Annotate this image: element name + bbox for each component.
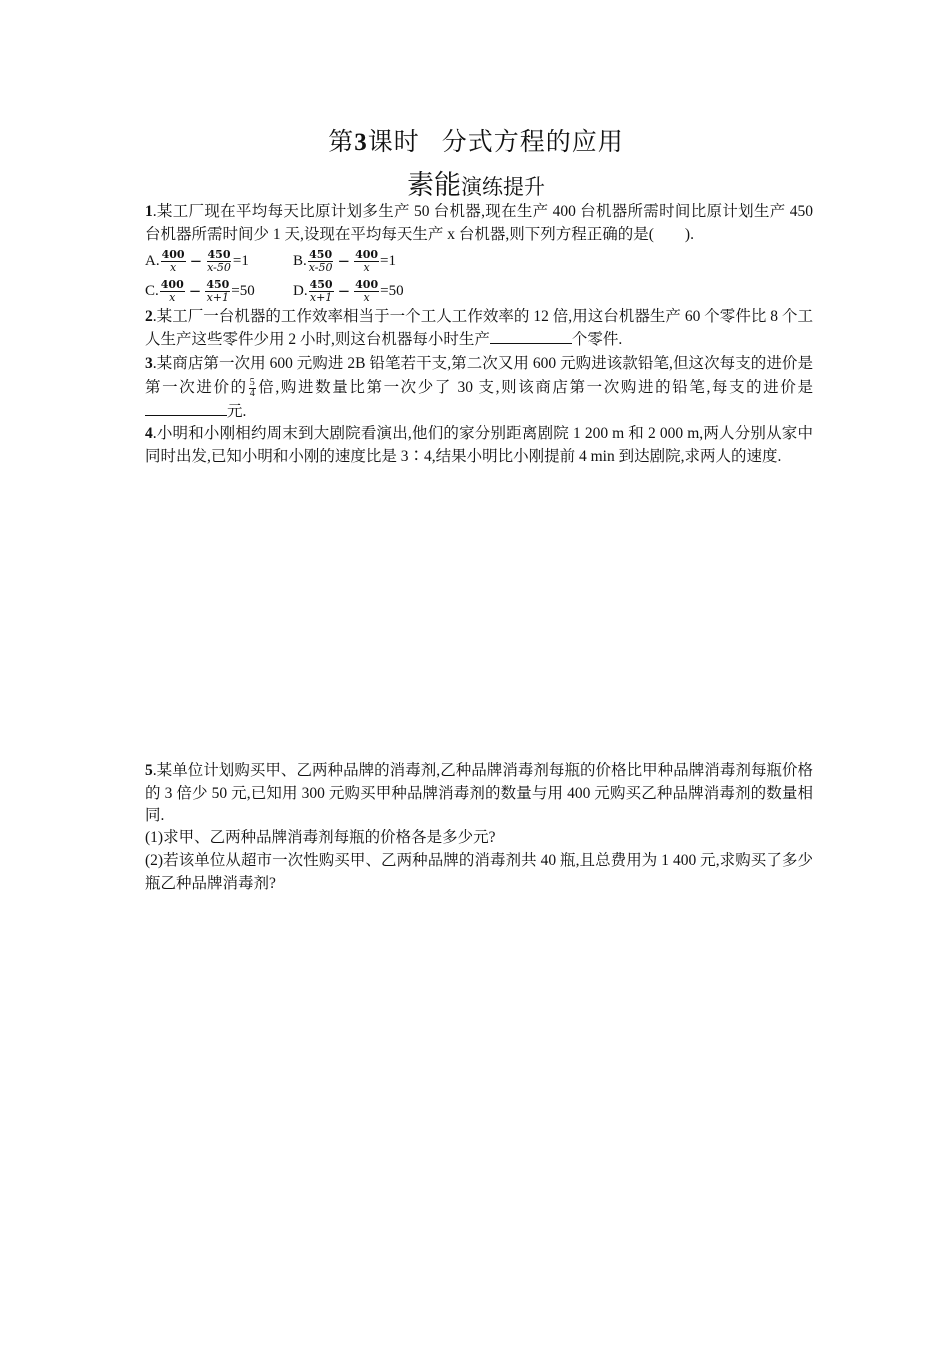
question-text: .小明和小刚相约周末到大剧院看演出,他们的家分别距离剧院 1 200 m 和 2 000 m,两人分别从家中同时出发,已知小明和小刚的速度比是 3∶4,结果小明比小刚提前 4 min 到达剧院,求两人的速度.: [145, 425, 813, 465]
question-text: .某商店第一次用 600 元购进 2B 铅笔若干支,第二次又用 600 元购进该款铅笔,但这次每支的进价是第一次进价的: [145, 355, 813, 396]
question-5: [145, 760, 813, 828]
answer-blank[interactable]: [145, 401, 227, 416]
options-row-1: [145, 247, 545, 275]
fraction: $\frac{400}{x}$: [355, 277, 379, 304]
option-b[interactable]: B. $\frac{450}{x-50}$ − $\frac{400}{x}$ =1: [293, 247, 397, 274]
fraction: $\frac{450}{x+1}$: [206, 277, 230, 304]
fraction: $\frac{450}{x-50}$: [207, 247, 231, 274]
fraction: $\frac{450}{x-50}$: [308, 247, 333, 274]
page-title: [0, 122, 952, 158]
question-text: .某工厂一台机器的工作效率相当于一个工人工作效率的 12 倍,用这台机器生产 60 个零件比 8 个工人生产这些零件少用 2 小时,则这台机器每小时生产: [145, 308, 813, 348]
section-heading: [0, 163, 952, 202]
option-label: A.: [145, 252, 160, 269]
question-number: 1: [145, 203, 153, 220]
answer-blank[interactable]: [490, 329, 572, 344]
title-suffix: 课时: [367, 127, 420, 156]
option-label: C.: [145, 282, 159, 299]
fraction: $\frac{5}{4}$: [249, 376, 255, 399]
question-text: .某工厂现在平均每天比原计划多生产 50 台机器,现在生产 400 台机器所需时间比原计划生产 450 台机器所需时间少 1 天,设现在平均每天生产 x 台机器,则下列方程正确的是( ).: [145, 203, 813, 243]
title-prefix: 第: [328, 127, 355, 156]
option-label: D.: [293, 282, 308, 299]
question-number: 3: [145, 355, 153, 372]
question-5-part-2: [145, 850, 813, 895]
option-d[interactable]: D. $\frac{450}{x+1}$ − $\frac{400}{x}$ =50: [293, 277, 404, 304]
question-3: [145, 352, 813, 424]
question-text-mid: 倍,购进数量比第一次少了 30 支,则该商店第一次购进的铅笔,每支的进价是: [256, 379, 813, 396]
option-label: B.: [293, 252, 307, 269]
question-5-part-1: [145, 827, 813, 850]
question-number: 5: [145, 762, 153, 779]
question-4: [145, 423, 813, 468]
options-row-2: [145, 277, 545, 305]
title-topic: 分式方程的应用: [441, 127, 624, 156]
fraction: $\frac{450}{x+1}$: [309, 277, 333, 304]
question-part-text: (2)若该单位从超市一次性购买甲、乙两种品牌的消毒剂共 40 瓶,且总费用为 1 400 元,求购买了多少瓶乙种品牌消毒剂?: [145, 852, 813, 892]
section-heading-big: 素能: [407, 170, 461, 201]
question-2: [145, 306, 813, 351]
question-1: [145, 201, 813, 246]
option-a[interactable]: A. $\frac{400}{x}$ − $\frac{450}{x-50}$ =1: [145, 247, 249, 274]
fraction: $\frac{400}{x}$: [355, 247, 379, 274]
question-text-tail: 个零件.: [571, 330, 623, 348]
question-part-text: (1)求甲、乙两种品牌消毒剂每瓶的价格各是多少元?: [145, 829, 496, 846]
question-text-tail: 元.: [227, 403, 247, 420]
title-lesson-number: 3: [354, 129, 368, 156]
question-number: 4: [145, 425, 153, 442]
section-heading-small: 演练提升: [461, 175, 545, 199]
fraction: $\frac{400}{x}$: [161, 247, 185, 274]
question-number: 2: [145, 308, 153, 325]
option-c[interactable]: C. $\frac{400}{x}$ − $\frac{450}{x+1}$ =50: [145, 277, 255, 304]
question-text: .某单位计划购买甲、乙两种品牌的消毒剂,乙种品牌消毒剂每瓶的价格比甲种品牌消毒剂每瓶价格的 3 倍少 50 元,已知用 300 元购买甲种品牌消毒剂的数量与用 400 元购买乙种品牌消毒剂的数量相同.: [145, 762, 813, 824]
fraction: $\frac{400}{x}$: [160, 277, 184, 304]
